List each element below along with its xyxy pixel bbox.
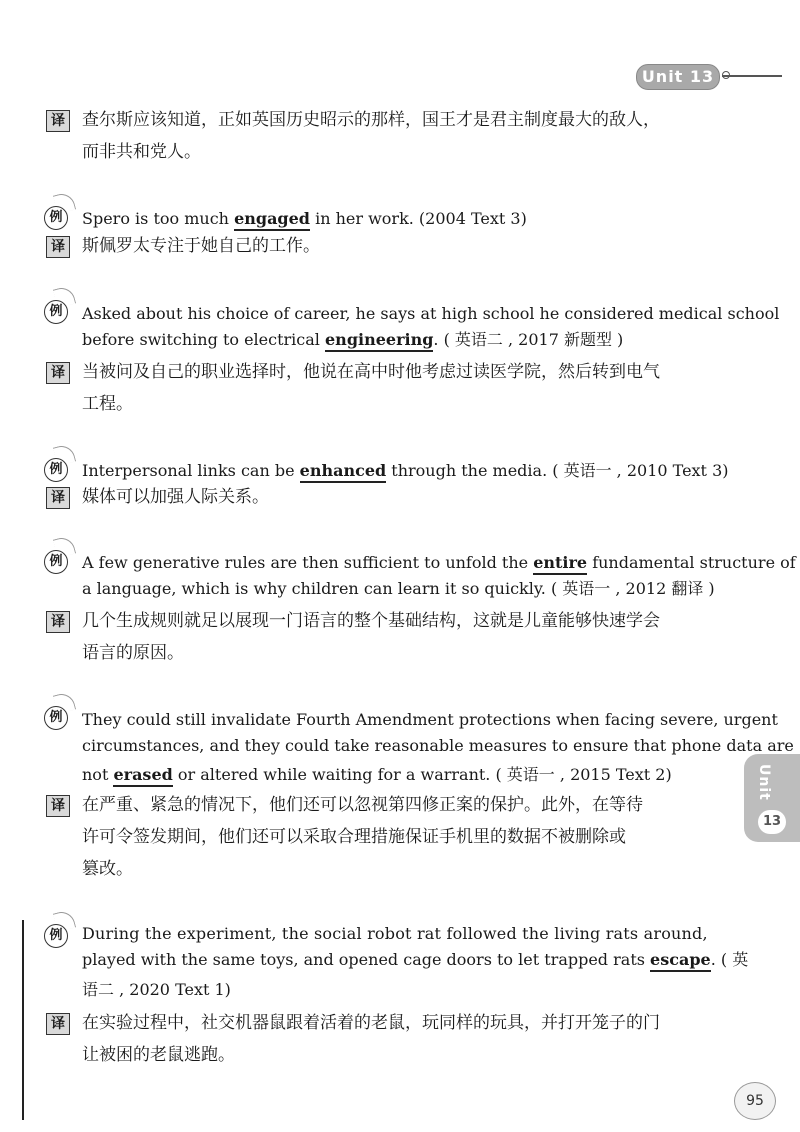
- translation-line: 在实验过程中，社交机器鼠跟着活着的老鼠，玩同样的玩具，并打开笼子的门: [82, 1013, 660, 1033]
- example-text: . ( 英语二 , 2017 新题型 ): [433, 330, 624, 349]
- example-tag: 例: [44, 458, 68, 482]
- translation-line: 而非共和党人。: [82, 142, 201, 162]
- example-text: Spero is too much: [82, 209, 235, 228]
- page-number: 95: [734, 1082, 776, 1120]
- side-tab-label: Unit: [756, 764, 772, 801]
- translation-line: 当被问及自己的职业选择时，他说在高中时他考虑过读医学院，然后转到电气: [82, 362, 660, 382]
- translation-tag: 译: [46, 611, 70, 633]
- unit-line: [722, 75, 782, 77]
- left-margin-rule: [22, 920, 24, 1120]
- side-tab-number: 13: [758, 810, 786, 834]
- keyword: engineering: [325, 330, 433, 352]
- example-text: before switching to electrical: [82, 330, 325, 349]
- example-tag: 例: [44, 706, 68, 730]
- example-line: Asked about his choice of career, he says at high school he considered medical school: [82, 304, 780, 323]
- translation-line: 媒体可以加强人际关系。: [82, 487, 269, 507]
- translation-line: 查尔斯应该知道，正如英国历史昭示的那样，国王才是君主制度最大的敌人，: [82, 110, 660, 130]
- example-line: During the experiment, the social robot rat followed the living rats around,: [82, 924, 708, 943]
- keyword: enhanced: [300, 461, 387, 483]
- example-tag: 例: [44, 924, 68, 948]
- example-sentence: [82, 551, 796, 575]
- keyword: escape: [650, 950, 711, 972]
- example-line: They could still invalidate Fourth Amendment protections when facing severe, urgent: [82, 710, 778, 729]
- example-text: played with the same toys, and opened cage doors to let trapped rats: [82, 950, 651, 969]
- example-tag: 例: [44, 206, 68, 230]
- example-text: Interpersonal links can be: [82, 461, 300, 480]
- example-tag: 例: [44, 300, 68, 324]
- example-sentence: [82, 459, 729, 483]
- example-text: . ( 英: [710, 950, 749, 969]
- example-text: fundamental structure of: [587, 553, 796, 572]
- translation-line: 斯佩罗太专注于她自己的工作。: [82, 236, 320, 256]
- example-sentence: [82, 948, 748, 972]
- translation-tag: 译: [46, 487, 70, 509]
- example-text: A few generative rules are then sufficient to unfold the: [82, 553, 534, 572]
- translation-line: 篡改。: [82, 859, 133, 879]
- example-sentence: [82, 207, 527, 231]
- translation-line: 许可令签发期间，他们还可以采取合理措施保证手机里的数据不被删除或: [82, 827, 626, 847]
- example-line: 语二 , 2020 Text 1): [82, 980, 231, 999]
- translation-line: 工程。: [82, 394, 133, 414]
- example-tag: 例: [44, 550, 68, 574]
- unit-badge: Unit 13: [636, 64, 720, 90]
- example-text: in her work. (2004 Text 3): [309, 209, 527, 228]
- keyword: erased: [113, 765, 172, 787]
- example-text: or altered while waiting for a warrant. ( 英语一 , 2015 Text 2): [172, 765, 672, 784]
- example-sentence: [82, 328, 623, 352]
- side-unit-tab: [744, 754, 800, 842]
- translation-line: 让被困的老鼠逃跑。: [82, 1045, 235, 1065]
- translation-tag: 译: [46, 110, 70, 132]
- example-sentence: [82, 763, 672, 787]
- translation-line: 几个生成规则就足以展现一门语言的整个基础结构，这就是儿童能够快速学会: [82, 611, 660, 631]
- translation-tag: 译: [46, 362, 70, 384]
- translation-line: 在严重、紧急的情况下，他们还可以忽视第四修正案的保护。此外，在等待: [82, 795, 643, 815]
- translation-tag: 译: [46, 795, 70, 817]
- translation-tag: 译: [46, 1013, 70, 1035]
- example-line: a language, which is why children can learn it so quickly. ( 英语一 , 2012 翻译 ): [82, 579, 715, 598]
- example-text: through the media. ( 英语一 , 2010 Text 3): [386, 461, 729, 480]
- keyword: engaged: [234, 209, 310, 231]
- translation-line: 语言的原因。: [82, 643, 184, 663]
- example-text: not: [82, 765, 114, 784]
- translation-tag: 译: [46, 236, 70, 258]
- keyword: entire: [533, 553, 587, 575]
- example-line: circumstances, and they could take reasonable measures to ensure that phone data are: [82, 736, 794, 755]
